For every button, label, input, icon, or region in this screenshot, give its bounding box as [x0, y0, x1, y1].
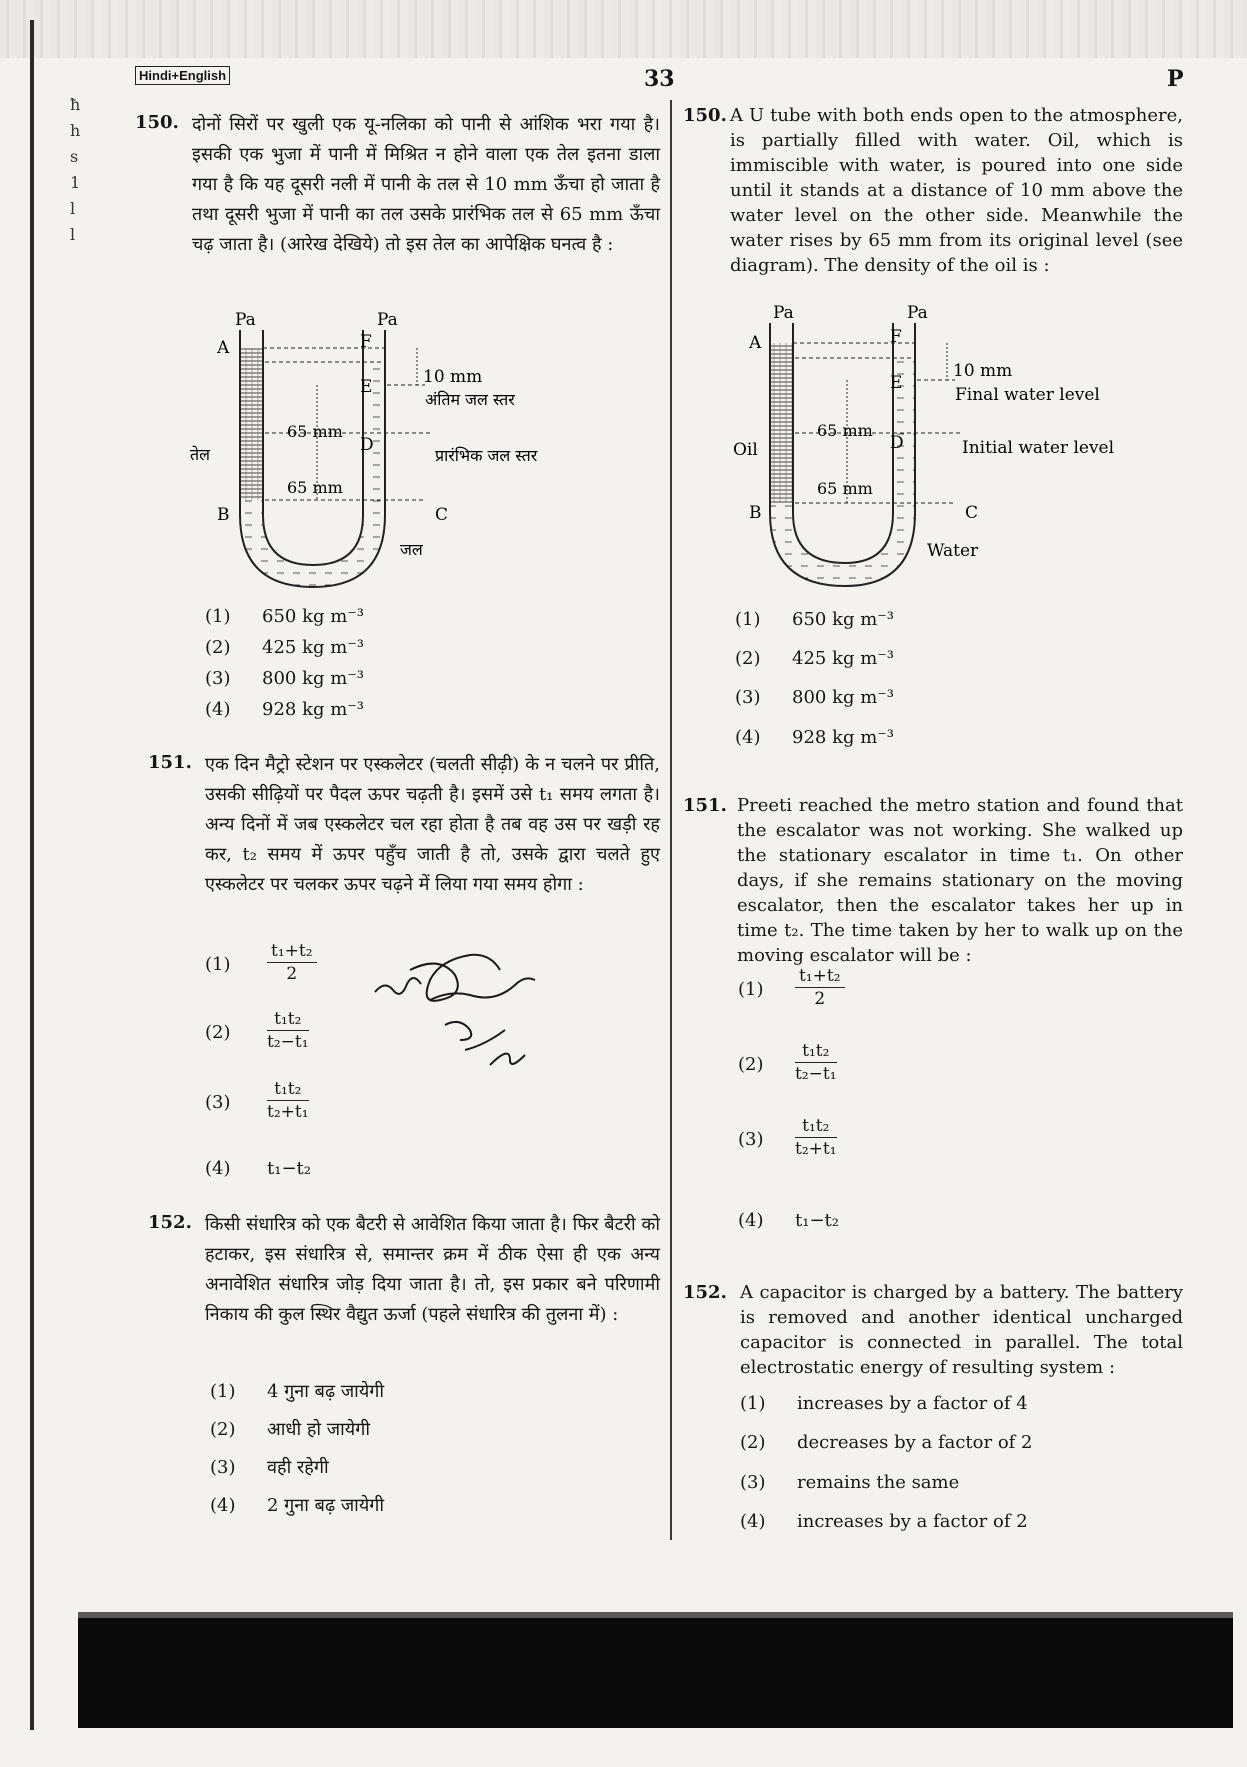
margin-mark: l — [70, 225, 76, 244]
margin-mark: s — [70, 147, 79, 166]
question-text: A capacitor is charged by a battery. The battery is removed and another identical uncharged capacitor is connected in parallel. The total electrostatic energy of resulting system : — [740, 1282, 1183, 1378]
label-f: F — [890, 327, 902, 347]
label-b: B — [749, 503, 762, 523]
u-tube-diagram-hindi — [190, 310, 595, 600]
label-water: जल — [400, 540, 423, 559]
label-d: D — [890, 433, 904, 453]
label-final-level: Final water level — [955, 385, 1100, 405]
q150-options-english: (1) 650 kg m⁻³ (2) 425 kg m⁻³ (3) 800 kg m⁻³ (4) 928 kg m⁻³ — [735, 609, 895, 748]
label-f: F — [360, 332, 372, 352]
option-row[interactable]: (1) $\frac{\text{t₁+t₂}}{2}$ — [205, 940, 505, 992]
q150-options-hindi: (1) 650 kg m⁻³ (2) 425 kg m⁻³ (3) 800 kg m⁻³ (4) 928 kg m⁻³ — [205, 606, 365, 720]
question-text: A U tube with both ends open to the atmosphere, is partially filled with water. Oil, which is immiscible with water, is poured into one side until it stands at a distance of 10 mm above the water level on the other side. Meanwhile the water rises by 65 mm from its original level (see diagram). The density of the oil is : — [730, 105, 1183, 276]
label-65mm-top: 65 mm — [287, 422, 343, 441]
margin-mark: ħ — [70, 95, 81, 114]
question-number: 150. — [683, 105, 727, 126]
scan-footer-black-band — [78, 1618, 1233, 1728]
page-edge-line — [30, 20, 34, 1730]
label-initial-level: Initial water level — [962, 438, 1115, 458]
label-65mm-bottom: 65 mm — [287, 478, 343, 497]
label-oil: तेल — [190, 445, 210, 464]
label-a: A — [217, 338, 230, 358]
margin-marks — [70, 92, 80, 248]
option-row[interactable]: (3) $\frac{\text{t₁t₂}}{\text{t₂+t₁}}$ — [205, 1079, 309, 1122]
question-number: 152. — [683, 1282, 727, 1303]
label-10mm: 10 mm — [423, 367, 483, 387]
option-row[interactable]: (1) $\frac{\text{t₁+t₂}}{2}$ — [738, 965, 1038, 1017]
question-text: Preeti reached the metro station and found that the escalator was not working. She walked up the stationary escalator in time t₁. On other days, if she remains stationary on the moving escalator, then the escalator takes her up in time t₂. The time taken by her to walk up on the moving escalator will be : — [737, 795, 1183, 966]
question-text: एक दिन मैट्रो स्टेशन पर एस्कलेटर (चलती सीढ़ी) के न चलने पर प्रीति, उसकी सीढ़ियों पर पैदल ऊपर चढ़ती है। इसमें उसे t₁ समय लगता है। अन्य दिनों में जब एस्कलेटर चल रहा होता है तब वह उस पर खड़ी रह कर, t₂ समय में ऊपर पहुँच जाती है तो, उसके द्वारा चलते हुए एस्कलेटर पर चलकर ऊपर चढ़ने में लिया गया समय होगा : — [205, 754, 660, 895]
q152-options-hindi: (1) 4 गुना बढ़ जायेगी (2) आधी हो जायेगी (3) वही रहेगी (4) 2 गुना बढ़ जायेगी — [210, 1381, 385, 1516]
label-final-level: अंतिम जल स्तर — [425, 390, 515, 409]
label-c: C — [435, 505, 449, 525]
label-pa-left: Pa — [773, 303, 794, 323]
label-water: Water — [927, 541, 979, 561]
scan-top-band — [0, 0, 1247, 58]
option-row[interactable]: (3) $\frac{\text{t₁t₂}}{\text{t₂+t₁}}$ — [738, 1116, 837, 1159]
label-e: E — [890, 373, 903, 393]
question-number: 152. — [148, 1212, 192, 1233]
label-c: C — [965, 503, 979, 523]
page-number: 33 — [644, 66, 675, 92]
handwritten-scribble — [370, 930, 560, 1090]
option-row[interactable]: (2) $\frac{\text{t₁t₂}}{\text{t₂−t₁}}$ — [205, 1009, 309, 1052]
column-divider — [670, 100, 672, 1540]
label-oil: Oil — [733, 440, 758, 460]
label-initial-level: प्रारंभिक जल स्तर — [435, 446, 538, 465]
label-a: A — [749, 333, 762, 353]
label-65mm-bottom: 65 mm — [817, 479, 873, 498]
q152-options-english: (1) increases by a factor of 4 (2) decreases by a factor of 2 (3) remains the same (4) increases by a factor of 2 — [740, 1393, 1033, 1532]
language-tag: Hindi+English — [135, 66, 230, 85]
u-tube-diagram-english — [733, 303, 1135, 598]
margin-mark: l — [70, 199, 76, 218]
question-text: किसी संधारित्र को एक बैटरी से आवेशित किया जाता है। फिर बैटरी को हटाकर, इस संधारित्र से, समान्तर क्रम में ठीक ऐसा ही एक अन्य अनावेशित संधारित्र जोड़ दिया जाता है। तो, इस प्रकार बने परिणामी निकाय की कुल स्थिर वैद्युत ऊर्जा (पहले संधारित्र की तुलना में) : — [205, 1214, 660, 1325]
question-number: 150. — [135, 112, 179, 133]
q151-options-english — [738, 965, 1038, 1235]
question-number: 151. — [683, 795, 727, 816]
label-65mm-top: 65 mm — [817, 421, 873, 440]
question-text: दोनों सिरों पर खुली एक यू-नलिका को पानी से आंशिक भरा गया है। इसकी एक भुजा में पानी में मिश्रित न होने वाला एक तेल इतना डाला गया है कि यह दूसरी नली में पानी के तल से 10 mm ऊँचा हो जाता है तथा दूसरी भुजा में पानी का तल उसके प्रारंभिक तल से 65 mm ऊँचा चढ़ जाता है। (आरेख देखिये) तो इस तेल का आपेक्षिक घनत्व है : — [192, 114, 660, 255]
margin-mark: h — [70, 121, 81, 140]
paper-code: P — [1167, 66, 1184, 92]
option-row[interactable]: (4) t₁−t₂ — [738, 1210, 839, 1231]
label-d: D — [360, 435, 374, 455]
option-row[interactable]: (4) t₁−t₂ — [205, 1158, 311, 1179]
label-b: B — [217, 505, 230, 525]
label-e: E — [360, 377, 373, 397]
label-10mm: 10 mm — [953, 361, 1013, 381]
question-number: 151. — [148, 752, 192, 773]
option-row[interactable]: (2) $\frac{\text{t₁t₂}}{\text{t₂−t₁}}$ — [738, 1041, 837, 1084]
label-pa-right: Pa — [377, 310, 398, 330]
label-pa-right: Pa — [907, 303, 928, 323]
margin-mark: 1 — [70, 173, 81, 192]
label-pa-left: Pa — [235, 310, 256, 330]
